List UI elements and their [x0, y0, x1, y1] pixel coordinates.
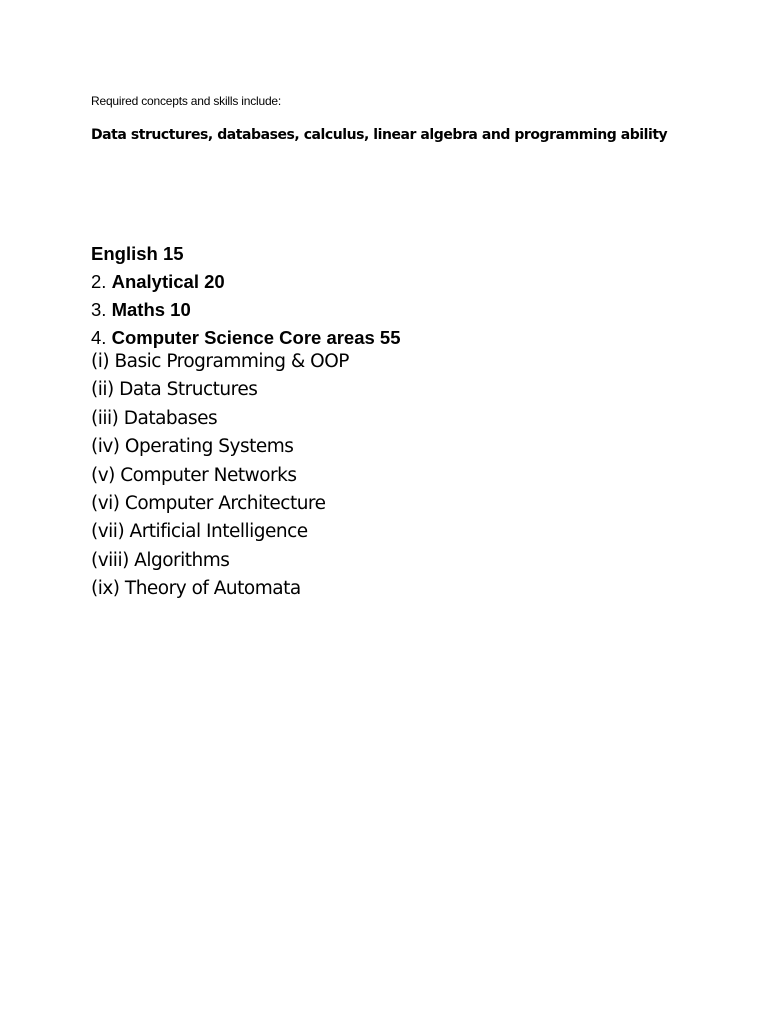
topic-item: (viii) Algorithms [91, 549, 230, 571]
topic-list [91, 348, 349, 604]
section-list [91, 240, 401, 352]
topic-item: (v) Computer Networks [91, 464, 297, 486]
section-label: Computer Science Core areas 55 [111, 327, 401, 348]
section-number: 2. [91, 271, 112, 292]
intro-text: Required concepts and skills include: [91, 94, 282, 108]
topic-item: (ix) Theory of Automata [91, 578, 301, 600]
topic-item: (iii) Databases [91, 407, 218, 429]
topic-item: (vii) Artificial Intelligence [91, 521, 308, 543]
section-number: 3. [91, 299, 112, 320]
section-item-maths [91, 296, 401, 324]
section-item-english [91, 240, 401, 268]
topic-item: (ii) Data Structures [91, 379, 258, 401]
section-label: Analytical 20 [111, 271, 225, 292]
skills-text: Data structures, databases, calculus, linear algebra and programming ability [91, 127, 668, 143]
section-label: English 15 [91, 243, 184, 264]
section-item-analytical [91, 268, 401, 296]
section-number: 4. [91, 327, 112, 348]
topic-item: (i) Basic Programming & OOP [91, 351, 349, 372]
topic-item: (iv) Operating Systems [91, 436, 294, 458]
section-label: Maths 10 [111, 299, 191, 320]
topic-item: (vi) Computer Architecture [91, 492, 326, 514]
